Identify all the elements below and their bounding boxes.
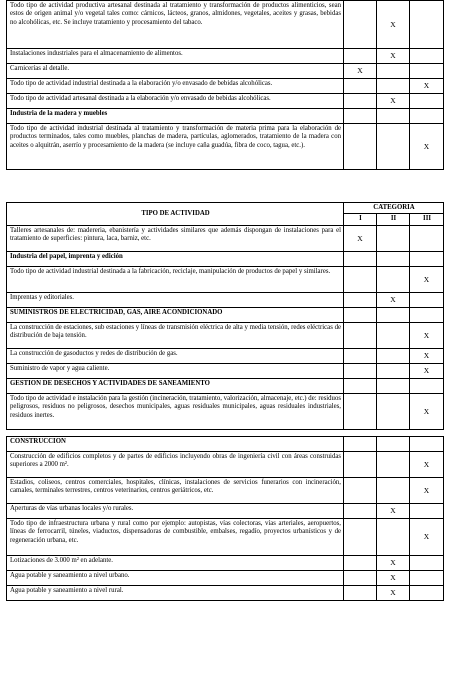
category-2-mark <box>377 322 410 348</box>
category-3-mark: X <box>410 518 444 555</box>
table-row <box>7 225 444 251</box>
table-row <box>7 585 444 600</box>
table-row <box>7 518 444 555</box>
activity-description: Construcción de edificios completos y de partes de edificios incluyendo obras de ingeniería civil con áreas construidas superiores a 2000 m². <box>7 451 344 477</box>
section-heading: Industria del papel, imprenta y edición <box>7 251 344 266</box>
category-3-mark: X <box>410 348 444 363</box>
category-cell <box>377 378 410 393</box>
table-row <box>7 555 444 570</box>
category-cell <box>410 378 444 393</box>
table-row <box>7 1 444 49</box>
category-2-mark <box>377 518 410 555</box>
table-row <box>7 94 444 109</box>
category-cell <box>410 307 444 322</box>
activity-table-main <box>6 202 444 601</box>
section-heading: GESTION DE DESECHOS Y ACTIVIDADES DE SANEAMIENTO <box>7 378 344 393</box>
category-cell <box>344 436 377 451</box>
category-cell <box>344 109 377 124</box>
category-3-mark: X <box>410 322 444 348</box>
category-1-mark <box>344 124 377 170</box>
table-row <box>7 49 444 64</box>
header-categoria: CATEGORIA <box>344 203 444 214</box>
category-2-mark <box>377 79 410 94</box>
category-1-mark <box>344 477 377 503</box>
table-row <box>7 503 444 518</box>
category-2-mark <box>377 64 410 79</box>
category-3-mark: X <box>410 451 444 477</box>
activity-description: Suministro de vapor y agua caliente. <box>7 363 344 378</box>
category-2-mark <box>377 266 410 292</box>
table-row <box>7 363 444 378</box>
category-cell <box>344 307 377 322</box>
category-1-mark <box>344 451 377 477</box>
category-2-mark <box>377 451 410 477</box>
activity-description: Todo tipo de actividad industrial destinada al tratamiento y transformación de materia prima para la elaboración de productos terminados, tales como muebles, planchas de madera, partículas, aglomerados, tratamiento de la madera con aceites o alquitrán, aserrío y procesamiento de la madera (se incluye caña guadúa, fibra de coco, tagua, etc.). <box>7 124 344 170</box>
category-1-mark <box>344 570 377 585</box>
category-3-mark <box>410 49 444 64</box>
category-cell <box>410 251 444 266</box>
activity-description: Imprentas y editoriales. <box>7 292 344 307</box>
category-1-mark <box>344 1 377 49</box>
category-cell <box>377 436 410 451</box>
category-2-mark <box>377 393 410 429</box>
category-2-mark: X <box>377 555 410 570</box>
table-row <box>7 124 444 170</box>
category-2-mark: X <box>377 585 410 600</box>
header-cat-1: I <box>344 214 377 225</box>
section-heading-row <box>7 251 444 266</box>
category-3-mark <box>410 225 444 251</box>
category-cell <box>344 251 377 266</box>
category-1-mark <box>344 348 377 363</box>
table-row <box>7 393 444 429</box>
category-3-mark: X <box>410 477 444 503</box>
activity-description: La construcción de gasoductos y redes de distribución de gas. <box>7 348 344 363</box>
activity-description: Todo tipo de actividad e instalación para la gestión (incineración, tratamiento, valorización, almacenaje, etc.) de: residuos peligrosos, residuos no peligrosos, desechos municipales, aguas residuales municipales, aguas residuales industriales, residuos inertes. <box>7 393 344 429</box>
table-row <box>7 292 444 307</box>
category-3-mark: X <box>410 266 444 292</box>
activity-description: La construcción de estaciones, sub estaciones y líneas de transmisión eléctrica de alta y media tensión, redes eléctricas de distribución de baja tensión. <box>7 322 344 348</box>
category-3-mark: X <box>410 124 444 170</box>
category-1-mark <box>344 555 377 570</box>
category-cell <box>377 109 410 124</box>
category-1-mark <box>344 266 377 292</box>
section-heading: CONSTRUCCION <box>7 436 344 451</box>
category-3-mark <box>410 585 444 600</box>
category-2-mark: X <box>377 1 410 49</box>
activity-description: Lotizaciones de 3.000 m² en adelante. <box>7 555 344 570</box>
category-1-mark <box>344 94 377 109</box>
category-2-mark: X <box>377 503 410 518</box>
category-1-mark: X <box>344 64 377 79</box>
category-cell <box>410 436 444 451</box>
activity-description: Agua potable y saneamiento a nivel urbano. <box>7 570 344 585</box>
category-cell <box>410 109 444 124</box>
section-heading-row <box>7 378 444 393</box>
table-row <box>7 64 444 79</box>
section-heading-row <box>7 307 444 322</box>
category-2-mark: X <box>377 292 410 307</box>
activity-description: Todo tipo de infraestructura urbana y rural como por ejemplo: autopistas, vías colectoras, vías arteriales, aeropuertos, líneas de ferrocarril, túneles, viaductos, dispensadoras de combustible, embalses, regadío, proyectos urbanísticos y de regeneración urbana, etc. <box>7 518 344 555</box>
activity-description: Carnicerías al detalle. <box>7 64 344 79</box>
table-row <box>7 570 444 585</box>
category-3-mark <box>410 64 444 79</box>
table-row <box>7 451 444 477</box>
activity-description: Todo tipo de actividad productiva artesanal destinada al tratamiento y transformación de productos alimenticios, sean estos de origen animal y/o vegetal tales como: cárnicos, lácteos, granos, almidones, vegetales, aceites y grasas, bebidas no alcohólicas, etc. Se incluye tratamiento y procesamiento del tabaco. <box>7 1 344 49</box>
category-3-mark <box>410 1 444 49</box>
category-2-mark <box>377 363 410 378</box>
category-3-mark <box>410 503 444 518</box>
table-gap <box>7 429 444 436</box>
category-1-mark <box>344 322 377 348</box>
activity-description: Aperturas de vías urbanas locales y/o rurales. <box>7 503 344 518</box>
category-1-mark <box>344 393 377 429</box>
category-cell <box>344 378 377 393</box>
header-tipo-actividad: TIPO DE ACTIVIDAD <box>7 203 344 226</box>
category-3-mark <box>410 570 444 585</box>
activity-description: Estadios, coliseos, centros comerciales, hospitales, clínicas, instalaciones de servicios funerarios con incineración, camales, terminales terrestres, centros veterinarios, centros geriátricos, etc. <box>7 477 344 503</box>
activity-description: Todo tipo de actividad artesanal destinada a la elaboración y/o envasado de bebidas alcohólicas. <box>7 94 344 109</box>
category-2-mark: X <box>377 94 410 109</box>
activity-table-top <box>6 0 444 170</box>
category-cell <box>377 251 410 266</box>
section-heading-row <box>7 436 444 451</box>
category-cell <box>377 307 410 322</box>
category-2-mark <box>377 225 410 251</box>
category-2-mark <box>377 124 410 170</box>
category-3-mark: X <box>410 393 444 429</box>
table-row <box>7 266 444 292</box>
category-3-mark: X <box>410 363 444 378</box>
category-1-mark <box>344 518 377 555</box>
section-heading: Industria de la madera y muebles <box>7 109 344 124</box>
section-heading-row <box>7 109 444 124</box>
table-row <box>7 477 444 503</box>
activity-description: Agua potable y saneamiento a nivel rural. <box>7 585 344 600</box>
category-1-mark <box>344 503 377 518</box>
category-2-mark: X <box>377 49 410 64</box>
category-3-mark <box>410 555 444 570</box>
category-1-mark <box>344 585 377 600</box>
activity-description: Todo tipo de actividad industrial destinada a la fabricación, reciclaje, manipulación de productos de papel y similares. <box>7 266 344 292</box>
category-1-mark <box>344 79 377 94</box>
section-heading: SUMINISTROS DE ELECTRICIDAD, GAS, AIRE ACONDICIONADO <box>7 307 344 322</box>
category-1-mark <box>344 363 377 378</box>
category-3-mark <box>410 94 444 109</box>
category-3-mark: X <box>410 79 444 94</box>
category-1-mark <box>344 292 377 307</box>
category-1-mark: X <box>344 225 377 251</box>
category-3-mark <box>410 292 444 307</box>
header-cat-2: II <box>377 214 410 225</box>
table-row <box>7 79 444 94</box>
activity-description: Talleres artesanales de: madereria, ebanistería y actividades similares que además dispongan de instalaciones para el tratamiento de superficies: pintura, laca, barniz, etc. <box>7 225 344 251</box>
category-2-mark <box>377 477 410 503</box>
header-cat-3: III <box>410 214 444 225</box>
activity-description: Todo tipo de actividad industrial destinada a la elaboración y/o envasado de bebidas alcohólicas. <box>7 79 344 94</box>
category-1-mark <box>344 49 377 64</box>
table-row <box>7 322 444 348</box>
activity-description: Instalaciones industriales para el almacenamiento de alimentos. <box>7 49 344 64</box>
category-2-mark <box>377 348 410 363</box>
table-row <box>7 348 444 363</box>
category-2-mark: X <box>377 570 410 585</box>
